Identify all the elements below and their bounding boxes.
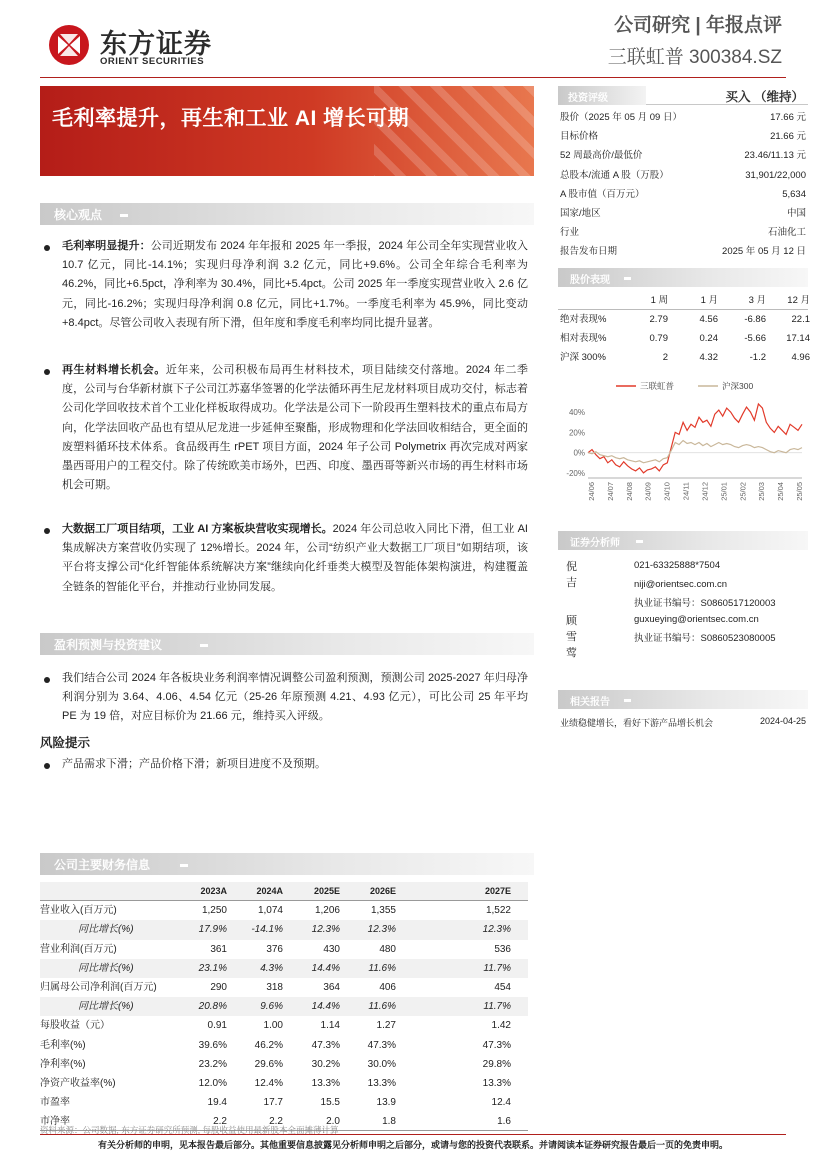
section-related — [558, 690, 808, 709]
stock-info-row — [558, 127, 808, 146]
stock-info-row — [558, 166, 808, 185]
x-tick-label: 25/03 — [757, 482, 767, 501]
stock-info-key: 目标价格 — [560, 131, 599, 143]
financial-value: 17.7 — [263, 1097, 283, 1109]
financial-metric: 每股收益（元） — [40, 1020, 110, 1032]
financial-value: 376 — [266, 943, 283, 955]
stock-info-key: 国家/地区 — [560, 207, 601, 219]
performance-value: 4.96 — [791, 352, 810, 363]
financial-value: 13.9 — [376, 1097, 396, 1109]
x-tick-label: 24/08 — [624, 482, 634, 501]
section-title: 核心观点 — [54, 208, 103, 222]
report-title: 毛利率提升，再生和工业 AI 增长可期 — [52, 107, 410, 130]
financial-value: 12.3% — [311, 924, 340, 936]
financial-row — [40, 1036, 528, 1055]
performance-col-header: 12 月 — [787, 295, 810, 306]
section-dash-icon — [624, 699, 631, 702]
performance-value: -1.2 — [749, 352, 766, 363]
stock-info-row — [558, 108, 808, 127]
performance-value: 4.56 — [699, 314, 718, 325]
stock-info-value: 31,901/22,000 — [745, 169, 806, 181]
performance-header — [558, 291, 808, 310]
footer-disclaimer: 有关分析师的申明，见本报告最后部分。其他重要信息披露见分析师申明之后部分，或请与您的投资代表联系。并请阅读本证券研究报告最后一页的免责申明。 — [97, 1140, 728, 1150]
analyst-phone: 021-63325888*7504 — [634, 560, 721, 571]
financial-metric: 营业利润(百万元) — [40, 943, 117, 955]
financial-metric: 净利率(%) — [40, 1058, 86, 1070]
financial-value: 406 — [379, 981, 396, 993]
performance-value: 2 — [662, 352, 668, 363]
y-tick-label: 20% — [568, 428, 585, 438]
section-core-view — [40, 203, 534, 225]
financial-value: 361 — [210, 943, 227, 955]
financial-value: 2.2 — [213, 1116, 227, 1128]
risk-text: 产品需求下滑；产品价格下滑；新项目进度不及预期。 — [62, 758, 326, 770]
related-reports — [558, 716, 808, 730]
stock-info-row — [558, 204, 808, 223]
rating-box — [558, 86, 808, 105]
financial-row — [40, 1055, 528, 1074]
financial-row — [40, 1074, 528, 1093]
company-logo — [48, 22, 248, 68]
financial-value: 11.6% — [368, 1001, 396, 1013]
core-point-3-text: 2024 年公司总收入同比下滑，但工业 AI 集成解决方案营收仍实现了 12%增长。2024 年，公司“纺织产业大数据工厂项目”如期结项，该平台将支撑公司“化纤智能体系统解决方案”继续向化纤垂类大模型及智能体架构演进，构建覆盖全链条的智能化平台，并推动行业协同发展。 — [62, 523, 528, 593]
financial-value: 1,522 — [485, 905, 511, 917]
financial-value: 13.3% — [367, 1077, 396, 1089]
section-forecast — [40, 633, 534, 655]
financial-value: 14.4% — [311, 962, 340, 974]
financial-value: 1.14 — [320, 1020, 340, 1032]
footer-divider — [40, 1134, 786, 1135]
analyst-email[interactable]: niji@orientsec.com.cn — [634, 579, 728, 591]
series-line — [588, 441, 802, 463]
orient-logo-icon — [48, 24, 90, 66]
section-title: 证券分析师 — [570, 538, 620, 549]
stock-info-value: 17.66 元 — [770, 112, 806, 123]
financial-value: 536 — [494, 943, 511, 955]
financial-value: 1,250 — [201, 905, 227, 917]
bullet-icon — [44, 528, 50, 534]
performance-value: 0.24 — [699, 333, 718, 344]
y-tick-label: 40% — [568, 408, 585, 418]
section-title: 股价表现 — [570, 275, 610, 286]
financial-value: 30.0% — [367, 1058, 396, 1070]
report-type: 公司研究 | 年报点评 — [614, 15, 782, 36]
related-report-date: 2024-04-25 — [759, 716, 806, 726]
performance-value: -6.86 — [744, 314, 766, 325]
financial-value: 0.91 — [207, 1020, 227, 1032]
x-tick-label: 24/06 — [587, 482, 596, 501]
core-point-1 — [62, 237, 528, 333]
section-title: 盈利预测与投资建议 — [54, 638, 163, 652]
bullet-icon — [44, 677, 50, 683]
stock-info-key: 总股本/流通 A 股（万股） — [560, 169, 669, 181]
financial-value: 46.2% — [254, 1039, 283, 1051]
financial-year: 2027E — [484, 886, 511, 896]
stock-info-row — [558, 223, 808, 242]
financial-row — [40, 1016, 528, 1035]
financial-table — [40, 882, 528, 1131]
bullet-icon — [44, 369, 50, 375]
header-divider — [40, 77, 786, 78]
performance-value: 4.32 — [699, 352, 718, 363]
stock-info-value: 5,634 — [782, 188, 806, 200]
section-analysts — [558, 531, 808, 550]
data-source: 资料来源：公司数据, 东方证券研究所预测, 每股收益使用最新股本全面摊薄计算 — [40, 1125, 339, 1135]
performance-value: 0.79 — [649, 333, 668, 344]
performance-row — [558, 329, 808, 348]
core-point-2 — [62, 361, 528, 495]
x-tick-label: 25/05 — [795, 482, 804, 501]
financial-value: 1,206 — [314, 905, 340, 917]
performance-col-header: 1 周 — [650, 295, 668, 306]
performance-row-label: 绝对表现% — [560, 314, 607, 325]
stock-info-value: 21.66 元 — [770, 131, 806, 143]
analyst-email[interactable]: guxueying@orientsec.com.cn — [634, 614, 759, 625]
stock-info-row — [558, 146, 808, 165]
performance-value: 2.79 — [649, 314, 668, 325]
financial-value: 318 — [266, 981, 283, 993]
section-dash-icon — [636, 540, 643, 543]
financial-row — [40, 901, 528, 920]
core-point-3-title: 大数据工厂项目结项，工业 AI 方案板块营收实现增长。 — [62, 523, 333, 535]
financial-year: 2026E — [369, 886, 396, 896]
rating-label-bar — [558, 86, 646, 105]
stock-info-row — [558, 185, 808, 204]
x-tick-label: 25/01 — [719, 482, 729, 501]
stock-info-table — [558, 108, 808, 262]
financial-value: 1.42 — [491, 1020, 511, 1032]
section-performance — [558, 268, 808, 287]
price-chart — [558, 378, 808, 514]
section-dash-icon — [624, 277, 631, 280]
financial-value: 39.6% — [198, 1039, 227, 1051]
title-banner — [40, 86, 534, 176]
x-tick-label: 24/12 — [700, 482, 710, 501]
y-tick-label: 0% — [573, 448, 585, 458]
financial-value: 12.4 — [491, 1097, 511, 1109]
financial-metric: 毛利率(%) — [40, 1039, 86, 1051]
stock-info-key: 报告发布日期 — [560, 246, 618, 258]
x-tick-label: 24/07 — [605, 482, 615, 501]
performance-row-label: 相对表现% — [560, 333, 607, 344]
section-dash-icon — [200, 644, 208, 647]
financial-row — [40, 978, 528, 997]
financial-value: 480 — [379, 943, 396, 955]
x-tick-label: 24/11 — [681, 482, 691, 501]
financial-value: 290 — [210, 981, 227, 993]
stock-info-key: A 股市值（百万元） — [560, 188, 645, 200]
financial-row — [40, 1093, 528, 1112]
x-tick-label: 24/10 — [662, 482, 672, 501]
stock-info-value: 23.46/11.13 元 — [744, 150, 806, 162]
financial-value: 1.8 — [382, 1116, 396, 1128]
financial-value: 23.1% — [198, 962, 227, 974]
section-financials — [40, 853, 534, 875]
financial-value: 12.3% — [367, 924, 396, 936]
analyst-name: 倪吉 — [566, 561, 577, 589]
financial-value: 47.3% — [482, 1039, 511, 1051]
financial-row — [40, 940, 528, 959]
core-point-1-text: 公司近期发布 2024 年年报和 2025 年一季报，2024 年公司全年实现营业收入 10.7 亿元，同比-14.1%；实现归母净利润 3.2 亿元，同比+9.6%。公司全年综合毛利率为 46.2%，同比+6.5pct，净利率为 30.4%，同比+5.4pct。公司 2025 年一季度实现营业收入 2.6 亿元，同比-16.2%；实现归母净利润 0.8 亿元，同比+1.7%。一季度毛利率为 45.9%，同比变动+8.4pct。尽管公司收入表现有所下滑，但年度和季度毛利率均同比提升显著。 — [62, 240, 528, 329]
financial-value: 11.6% — [368, 962, 396, 974]
x-tick-label: 25/02 — [738, 482, 748, 501]
logo-text-en: ORIENT SECURITIES — [100, 56, 205, 67]
financial-row — [40, 920, 528, 939]
financial-value: 15.5 — [320, 1097, 340, 1109]
section-title: 相关报告 — [570, 697, 610, 708]
financial-value: 30.2% — [311, 1058, 340, 1070]
financial-value: 12.4% — [254, 1077, 283, 1089]
bullet-icon — [44, 763, 50, 769]
financial-year: 2025E — [313, 886, 340, 896]
performance-value: 17.14 — [786, 333, 810, 344]
core-point-3 — [62, 520, 528, 597]
logo-text-cn: 东方证券 — [100, 29, 212, 59]
financial-value: 364 — [323, 981, 340, 993]
stock-name-code: 三联虹普 300384.SZ — [607, 47, 782, 68]
stock-info-key: 52 周最高价/最低价 — [560, 150, 643, 162]
financial-metric: 同比增长(%) — [78, 1001, 134, 1013]
performance-col-header: 3 月 — [748, 295, 766, 306]
stock-info-key: 行业 — [560, 227, 580, 239]
financial-value: 29.6% — [254, 1058, 283, 1070]
analyst-license: 执业证书编号：S0860517120003 — [634, 598, 776, 610]
section-title: 公司主要财务信息 — [54, 858, 151, 872]
financial-metric: 同比增长(%) — [78, 962, 134, 974]
financial-value: 47.3% — [367, 1039, 396, 1051]
analyst-license: 执业证书编号：S0860523080005 — [634, 633, 776, 645]
bullet-icon — [44, 245, 50, 251]
financial-value: 13.3% — [311, 1077, 340, 1089]
financial-value: 29.8% — [482, 1058, 511, 1070]
financial-metric: 市盈率 — [40, 1097, 70, 1109]
x-tick-label: 24/09 — [643, 482, 653, 501]
rating-label: 投资评级 — [568, 93, 608, 104]
financial-value: 1,355 — [370, 905, 396, 917]
y-tick-label: -20% — [566, 468, 585, 478]
financial-value: 14.4% — [311, 1001, 340, 1013]
financial-row — [40, 997, 528, 1016]
financial-value: 23.2% — [198, 1058, 227, 1070]
financial-value: 17.9% — [198, 924, 227, 936]
financial-value: 12.0% — [198, 1077, 227, 1089]
financial-value: 11.7% — [483, 1001, 511, 1013]
financial-value: 11.7% — [483, 962, 511, 974]
financial-value: 19.4 — [207, 1097, 227, 1109]
stock-info-row — [558, 242, 808, 261]
core-point-2-title: 再生材料增长机会。 — [62, 364, 166, 376]
rating-value: 买入 （维持） — [725, 90, 804, 104]
performance-row-label: 沪深 300% — [560, 352, 606, 363]
analyst-name: 顾雪莺 — [566, 615, 577, 659]
forecast-text: 我们结合公司 2024 年各板块业务利润率情况调整公司盈利预测，预测公司 2025-2027 年归母净利润分别为 3.64、4.06、4.54 亿元（25-26 年原预测 4.21、4.93 亿元），可比公司 25 年平均 PE 为 19 倍，对应目标价为 21.66 元，维持买入评级。 — [62, 672, 528, 723]
performance-value: -5.66 — [744, 333, 766, 344]
related-report-title[interactable]: 业绩稳健增长，看好下游产品增长机会 — [560, 718, 714, 728]
stock-info-key: 股价（2025 年 05 月 09 日） — [560, 112, 682, 123]
financial-value: 2.2 — [269, 1116, 283, 1128]
stock-info-value: 2025 年 05 月 12 日 — [722, 246, 806, 258]
financial-value: 9.6% — [260, 1001, 283, 1013]
section-dash-icon — [120, 214, 128, 217]
performance-table — [558, 291, 808, 367]
financial-header — [40, 882, 528, 901]
risk-heading: 风险提示 — [40, 736, 91, 750]
performance-row — [558, 348, 808, 367]
financial-value: 1.00 — [263, 1020, 283, 1032]
financial-metric: 归属母公司净利润(百万元) — [40, 981, 157, 993]
performance-value: 22.1 — [791, 314, 810, 325]
financial-metric: 同比增长(%) — [78, 924, 134, 936]
financial-value: -14.1% — [251, 924, 283, 936]
financial-metric: 市净率 — [40, 1116, 70, 1128]
legend-label: 沪深300 — [722, 381, 754, 391]
x-tick-label: 25/04 — [776, 482, 786, 501]
financial-value: 2.0 — [326, 1116, 340, 1128]
performance-col-header: 1 月 — [700, 295, 718, 306]
financial-value: 1.27 — [376, 1020, 396, 1032]
performance-row — [558, 310, 808, 329]
financial-metric: 净资产收益率(%) — [40, 1077, 116, 1089]
financial-value: 454 — [494, 981, 511, 993]
financial-value: 12.3% — [482, 924, 511, 936]
section-dash-icon — [180, 864, 188, 867]
financial-value: 1,074 — [257, 905, 283, 917]
financial-year: 2023A — [200, 886, 227, 896]
related-report-item[interactable] — [558, 716, 808, 730]
analyst-contact — [634, 610, 804, 648]
legend-label: 三联虹普 — [640, 381, 675, 391]
financial-value: 13.3% — [482, 1077, 511, 1089]
core-point-1-title: 毛利率明显提升： — [62, 240, 151, 252]
financial-row — [40, 959, 528, 978]
financial-year: 2024A — [256, 886, 283, 896]
financial-metric: 营业收入(百万元) — [40, 905, 117, 917]
core-point-2-text: 近年来，公司积极布局再生材料技术，项目陆续交付落地。2024 年二季度，公司与台华新材旗下子公司江苏嘉华签署的化学法循环再生尼龙材料项目成功交付，标志着公司化学回收技术首个工业化样板取得成功。化学法是公司下一阶段再生塑料技术的重点布局方向，化学法回收产品也有望从尼龙进一步延伸至聚酯，形成物理和化学法回收相结合，更全面的废塑料循环技术体系。食品级再生 rPET 项目方面，2024 年子公司 Polymetrix 再次完成对两家墨西哥用户的工程交付。除了传统欧美市场外，巴西、印度、墨西哥等新兴市场的再生材料市场机会可期。 — [62, 364, 529, 492]
financial-value: 1.6 — [497, 1116, 511, 1128]
financial-value: 430 — [323, 943, 340, 955]
stock-info-value: 中国 — [786, 207, 806, 219]
series-line — [588, 404, 802, 473]
stock-info-value: 石油化工 — [767, 227, 806, 239]
analyst-contact — [634, 556, 804, 614]
financial-value: 4.3% — [260, 962, 283, 974]
financial-value: 20.8% — [198, 1001, 227, 1013]
financial-value: 47.3% — [311, 1039, 340, 1051]
